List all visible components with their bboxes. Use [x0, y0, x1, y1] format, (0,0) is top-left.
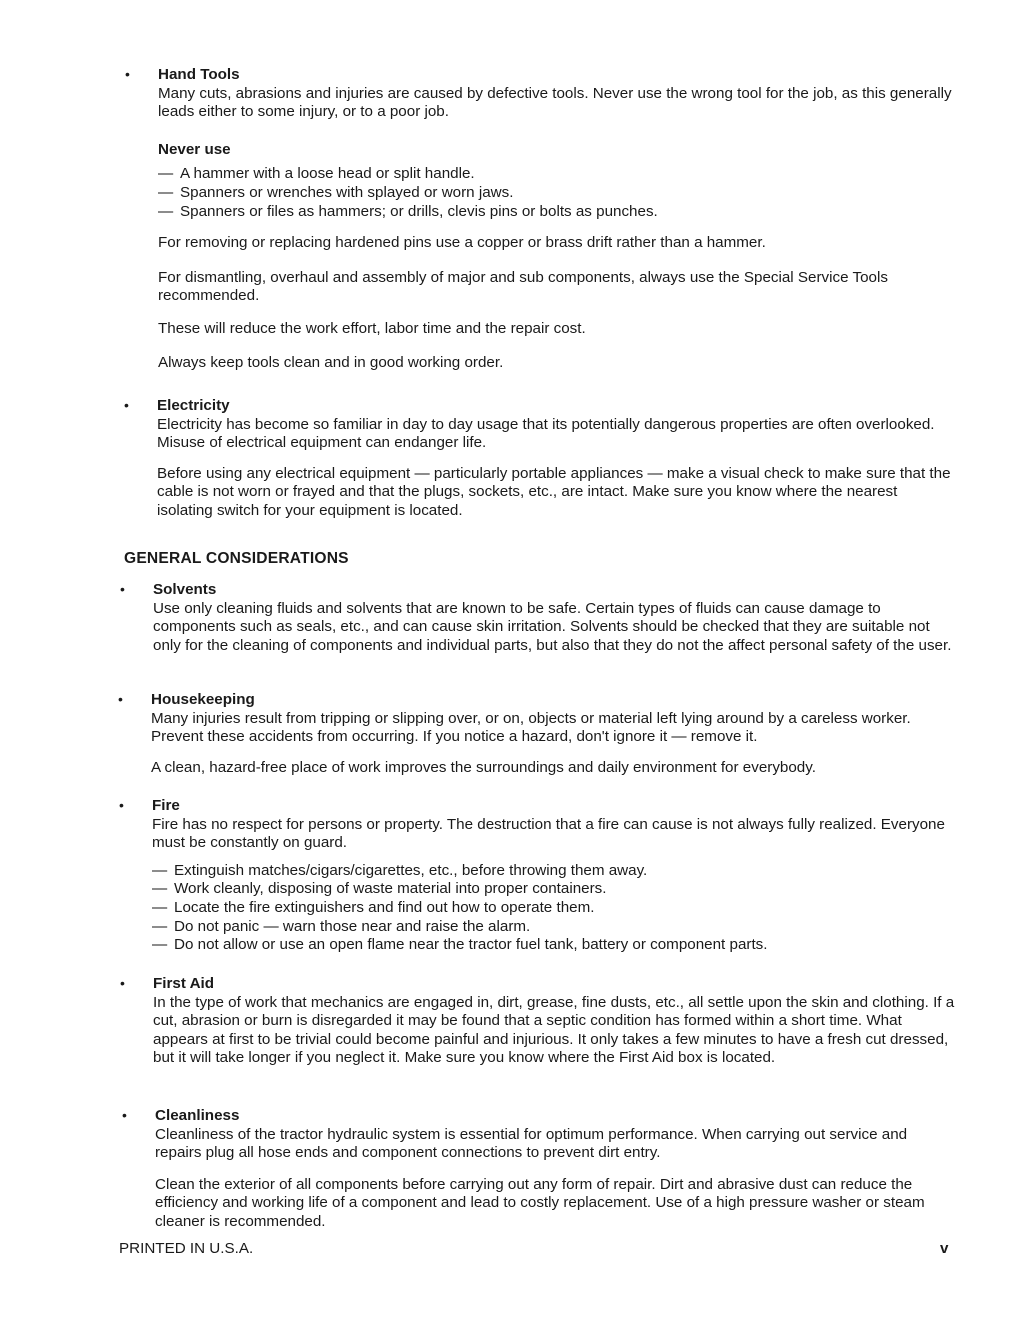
paragraph: Fire has no respect for persons or property. The destruction that a fire can cause is not always fully realized. Everyone must be constantly on guard. — [152, 815, 945, 852]
cleanliness-section — [122, 1107, 955, 1232]
paragraph: Electricity has become so familiar in day to day usage that its potentially dangerous properties are often overlooked. Misuse of electrical equipment can endanger life. — [157, 415, 935, 452]
dash: — — [152, 936, 168, 954]
paragraph: Use only cleaning fluids and solvents that are known to be safe. Certain types of fluids can cause damage to components such as seals, etc., and can cause skin irritation. Solvents should be checked that they are suitable not only for the cleaning of components and individual parts, but also that they do not the affect personal safety of the user. — [153, 599, 952, 654]
dash: — — [152, 898, 168, 916]
bullet: • — [125, 66, 130, 82]
section-heading: Hand Tools — [158, 66, 240, 83]
section-heading: Fire — [152, 797, 180, 814]
hand-tools-section — [125, 66, 956, 372]
paragraph: Many cuts, abrasions and injuries are caused by defective tools. Never use the wrong tool for the job, as this generally leads either to some injury, or to a poor job. — [158, 84, 952, 121]
dash: — — [158, 202, 174, 220]
list-item-text: Work cleanly, disposing of waste material into proper containers. — [174, 880, 607, 898]
bullet: • — [124, 397, 129, 413]
dash: — — [152, 861, 168, 879]
list-item — [152, 936, 955, 955]
list-item — [158, 165, 956, 184]
dash: — — [158, 165, 174, 183]
section-heading: Housekeeping — [151, 691, 255, 708]
list-item — [152, 862, 955, 881]
never-use-list — [158, 165, 956, 221]
paragraph: Cleanliness of the tractor hydraulic system is essential for optimum performance. When carrying out service and repairs plug all hose ends and component connections to prevent dirt entry. — [155, 1125, 908, 1162]
bullet: • — [118, 691, 123, 707]
paragraph: These will reduce the work effort, labor time and the repair cost. — [158, 319, 586, 337]
list-item — [158, 184, 956, 203]
paragraph: For removing or replacing hardened pins use a copper or brass drift rather than a hammer. — [158, 234, 766, 252]
solvents-section — [120, 581, 955, 655]
list-item-text: Locate the fire extinguishers and find out how to operate them. — [174, 898, 595, 916]
dash: — — [152, 917, 168, 935]
fire-list — [152, 862, 955, 955]
bullet: • — [120, 975, 125, 991]
paragraph: Before using any electrical equipment — particularly portable appliances — make a visual check to make sure that the cable is not worn or frayed and that the plugs, sockets, etc., are intact. Make sure you know where the nearest isolating switch for your equipment is located. — [157, 464, 951, 519]
paragraph: In the type of work that mechanics are engaged in, dirt, grease, fine dusts, etc., all settle upon the skin and clothing. If a cut, abrasion or burn is disregarded it may be found that a septic condition has formed within a short time. What appears at first to be trivial could become painful and injurious. It only takes a few minutes to have a fresh cut dressed, but it will take longer if you neglect it. Make sure you know where the First Aid box is located. — [153, 993, 955, 1067]
paragraph: Always keep tools clean and in good working order. — [158, 353, 504, 371]
list-item-text: Do not allow or use an open flame near the tractor fuel tank, battery or component parts. — [174, 936, 768, 954]
paragraph: Many injuries result from tripping or slipping over, or on, objects or material left lying around by a careless worker. Prevent these accidents from occurring. If you notice a hazard, don't ignore it — remove it. — [151, 709, 911, 746]
dash: — — [158, 183, 174, 201]
bullet: • — [120, 581, 125, 597]
subheading: Never use — [158, 140, 231, 158]
paragraph: For dismantling, overhaul and assembly of major and sub components, always use the Special Service Tools recommended. — [158, 268, 888, 305]
section-heading: First Aid — [153, 975, 215, 992]
electricity-section — [124, 397, 955, 521]
bullet: • — [119, 797, 124, 813]
list-item — [158, 203, 956, 222]
list-item-text: Spanners or files as hammers; or drills, clevis pins or bolts as punches. — [180, 202, 658, 220]
first-aid-section — [120, 975, 955, 1068]
list-item — [152, 918, 955, 937]
printed-in-footer: PRINTED IN U.S.A. — [119, 1240, 254, 1257]
paragraph: A clean, hazard-free place of work improves the surroundings and daily environment for everybody. — [151, 758, 816, 776]
housekeeping-section — [118, 691, 955, 777]
list-item-text: Extinguish matches/cigars/cigarettes, etc., before throwing them away. — [174, 861, 648, 879]
list-item — [152, 880, 955, 899]
list-item-text: Spanners or wrenches with splayed or worn jaws. — [180, 183, 514, 201]
page-number: v — [940, 1240, 949, 1257]
fire-section — [119, 797, 955, 955]
list-item-text: Do not panic — warn those near and raise the alarm. — [174, 917, 531, 935]
list-item — [152, 899, 955, 918]
paragraph: Clean the exterior of all components before carrying out any form of repair. Dirt and abrasive dust can reduce the efficiency and working life of a component and lead to costly replacement. Use of a high pressure washer or steam cleaner is recommended. — [155, 1175, 925, 1230]
bullet: • — [122, 1107, 127, 1123]
dash: — — [152, 880, 168, 898]
section-heading: Electricity — [157, 397, 230, 414]
general-considerations-heading: GENERAL CONSIDERATIONS — [124, 550, 349, 567]
section-heading: Cleanliness — [155, 1107, 240, 1124]
section-heading: Solvents — [153, 581, 217, 598]
list-item-text: A hammer with a loose head or split handle. — [180, 165, 475, 183]
